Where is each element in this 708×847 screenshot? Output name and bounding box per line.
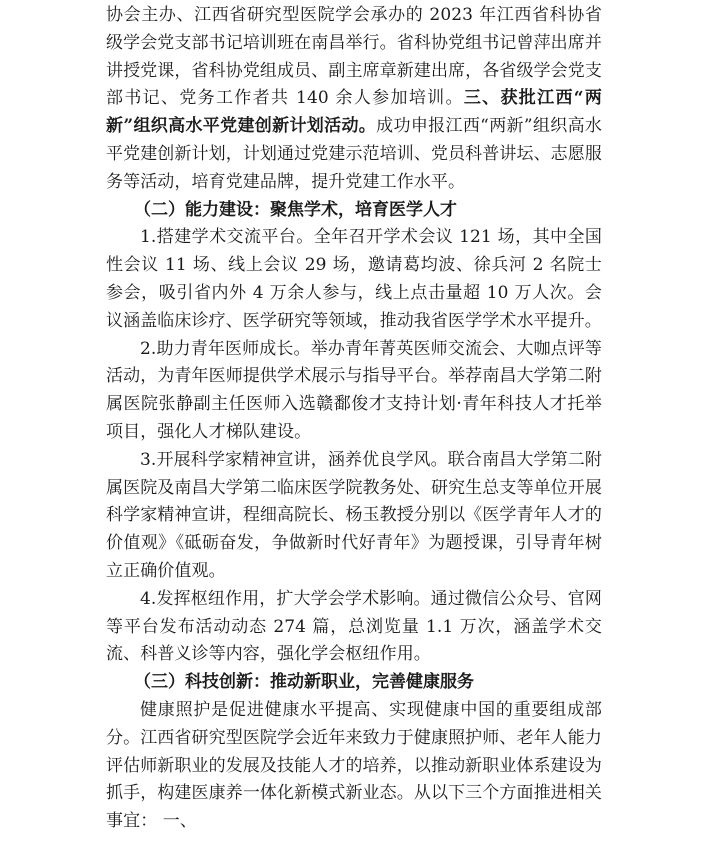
document-page	[106, 2, 602, 836]
intro-bold-subheading: 三、获批江西“两新”组织高水平党建创新计划活动。	[106, 88, 602, 137]
section-3-heading: （三）科技创新：推动新职业，完善健康服务	[134, 672, 474, 693]
intro-paragraph	[106, 2, 602, 197]
section-2-item-3: 3.开展科学家精神宣讲，涵养优良学风。联合南昌大学第二附属医院及南昌大学第二临床医学院教务处、研究生总支等单位开展科学家精神宣讲，程细高院长、杨玉教授分别以《医学青年人才的价值观》《砥砺奋发，争做新时代好青年》为题授课，引导青年树立正确价值观。	[106, 449, 602, 581]
section-2-item-2: 2.助力青年医师成长。举办青年菁英医师交流会、大咖点评等活动，为青年医师提供学术展示与指导平台。举荐南昌大学第二附属医院张静副主任医师入选赣鄱俊才支持计划·青年科技人才托举项目，强化人才梯队建设。	[106, 338, 602, 442]
section-2-item-1: 1.搭建学术交流平台。全年召开学术会议 121 场，其中全国性会议 11 场、线上会议 29 场，邀请葛均波、徐兵河 2 名院士参会，吸引省内外 4 万余人参与，线上点击量超 10 万人次。会议涵盖临床诊疗、医学研究等领域，推动我省医学学术水平提升。	[106, 227, 602, 331]
intro-text-2: 成功申报江西“两新”组织高水平党建创新计划，计划通过党建示范培训、党员科普讲坛、志愿服务等活动，培育党建品牌，提升党建工作水平。	[106, 116, 602, 192]
section-2-item-4: 4.发挥枢纽作用，扩大学会学术影响。通过微信公众号、官网等平台发布活动动态 274 篇，总浏览量 1.1 万次，涵盖学术交流、科普义诊等内容，强化学会枢纽作用。	[106, 588, 602, 665]
section-2-heading: （二）能力建设：聚焦学术，培育医学人才	[134, 199, 457, 220]
section-3-paragraph-1: 健康照护是促进健康水平提高、实现健康中国的重要组成部分。江西省研究型医院学会近年来致力于健康照护师、老年人能力评估师新职业的发展及技能人才的培养，以推动新职业体系建设为抓手，构建医康养一体化新模式新业态。从以下三个方面推进相关事宜： 一、	[106, 699, 602, 832]
intro-text-1: 协会主办、江西省研究型医院学会承办的 2023 年江西省科协省级学会党支部书记培训班在南昌举行。省科协党组书记曾萍出席并讲授党课，省科协党组成员、副主席章新建出席，各省级学会党支部书记、党务工作者共 140 余人参加培训。	[106, 5, 602, 109]
